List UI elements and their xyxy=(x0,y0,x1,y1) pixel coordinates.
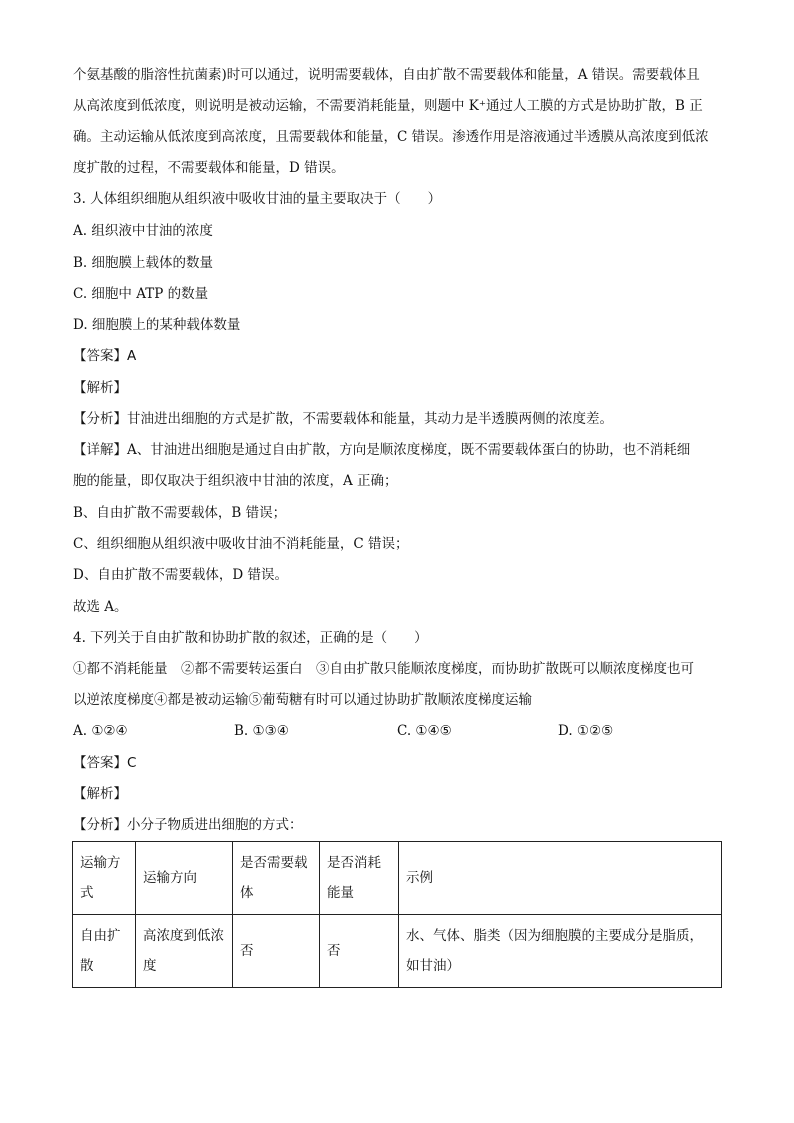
q4-jiexi: 【解析】 xyxy=(73,786,127,802)
q3-detail-4: C、组织细胞从组织液中吸收甘油不消耗能量，C 错误； xyxy=(73,536,409,552)
table-row xyxy=(73,915,722,988)
q4-option-a: A. ①②④ xyxy=(73,723,128,739)
intro-line-1: 个氨基酸的脂溶性抗菌素)时可以通过，说明需要载体，自由扩散不需要载体和能量，A 错误。需要载体且 xyxy=(73,67,700,83)
intro-line-2: 从高浓度到低浓度，则说明是被动运输，不需要消耗能量，则题中 K⁺通过人工膜的方式是协助扩散，B 正 xyxy=(73,98,703,114)
table-cell: 水、气体、脂类（因为细胞膜的主要成分是脂质，如甘油） xyxy=(399,915,722,988)
q4-option-d: D. ①②⑤ xyxy=(558,723,614,739)
q3-detail-3: B、自由扩散不需要载体，B 错误； xyxy=(73,505,287,521)
table-cell: 高浓度到低浓度 xyxy=(136,915,233,988)
table-cell: 自由扩散 xyxy=(73,915,136,988)
q3-option-b: B. 细胞膜上载体的数量 xyxy=(73,255,214,271)
q4-answer: 【答案】C xyxy=(73,755,137,771)
intro-line-4: 度扩散的过程，不需要载体和能量，D 错误。 xyxy=(73,160,345,176)
table-header-cell: 运输方式 xyxy=(73,842,136,915)
transport-table xyxy=(72,841,722,988)
table-cell: 否 xyxy=(233,915,320,988)
q3-stem: 3. 人体组织细胞从组织液中吸收甘油的量主要取决于（ ） xyxy=(73,191,442,207)
q3-option-d: D. 细胞膜上的某种载体数量 xyxy=(73,317,241,333)
table-header-cell: 示例 xyxy=(399,842,722,915)
q3-jiexi: 【解析】 xyxy=(73,380,127,396)
table-header-cell: 是否需要载体 xyxy=(233,842,320,915)
intro-line-3: 确。主动运输从低浓度到高浓度，且需要载体和能量，C 错误。渗透作用是溶液通过半透膜从高浓度到低浓 xyxy=(73,129,709,145)
q4-stem: 4. 下列关于自由扩散和协助扩散的叙述，正确的是（ ） xyxy=(73,630,428,646)
q3-conclusion: 故选 A。 xyxy=(73,599,128,615)
table-header-cell: 运输方向 xyxy=(136,842,233,915)
q3-option-a: A. 组织液中甘油的浓度 xyxy=(73,223,213,239)
table-cell: 否 xyxy=(320,915,399,988)
q3-answer: 【答案】A xyxy=(73,348,137,364)
q4-option-c: C. ①④⑤ xyxy=(397,723,452,739)
q4-fenxi: 【分析】小分子物质进出细胞的方式： xyxy=(73,817,303,833)
table-header-cell: 是否消耗能量 xyxy=(320,842,399,915)
q4-items-2: 以逆浓度梯度④都是被动运输⑤葡萄糖有时可以通过协助扩散顺浓度梯度运输 xyxy=(73,692,532,708)
q4-items-1: ①都不消耗能量 ②都不需要转运蛋白 ③自由扩散只能顺浓度梯度，而协助扩散既可以顺浓度梯度也可 xyxy=(73,661,694,677)
table-header-row xyxy=(73,842,722,915)
q3-fenxi: 【分析】甘油进出细胞的方式是扩散，不需要载体和能量，其动力是半透膜两侧的浓度差。 xyxy=(73,411,613,427)
q4-option-b: B. ①③④ xyxy=(234,723,289,739)
q3-detail-5: D、自由扩散不需要载体，D 错误。 xyxy=(73,567,288,583)
q3-detail-1: 【详解】A、甘油进出细胞是通过自由扩散，方向是顺浓度梯度，既不需要载体蛋白的协助，也不消耗细 xyxy=(73,442,691,458)
q3-detail-2: 胞的能量，即仅取决于组织液中甘油的浓度，A 正确； xyxy=(73,473,398,489)
q3-option-c: C. 细胞中 ATP 的数量 xyxy=(73,286,209,302)
